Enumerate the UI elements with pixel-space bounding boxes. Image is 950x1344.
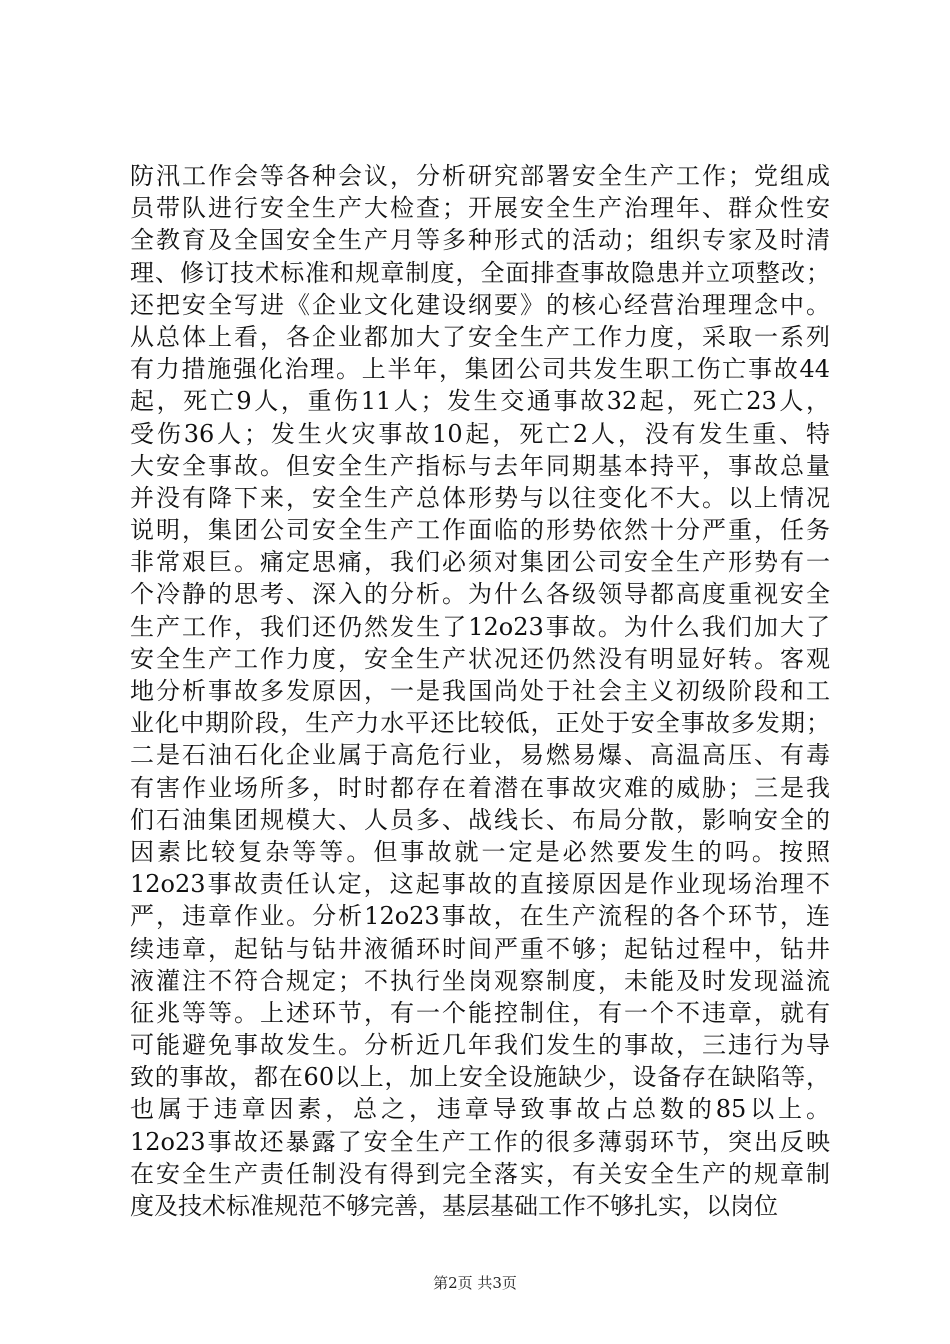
text-line: 起，死亡9人，重伤11人；发生交通事故32起，死亡23人， [130, 387, 830, 416]
text-line: 在安全生产责任制没有得到完全落实，有关安全生产的规章制 [130, 1159, 830, 1188]
text-line: 可能避免事故发生。分析近几年我们发生的事故，三违行为导 [130, 1031, 830, 1060]
text-line: 生产工作，我们还仍然发生了12o23事故。为什么我们加大了 [130, 612, 830, 641]
text-line: 个冷静的思考、深入的分析。为什么各级领导都高度重视安全 [130, 580, 830, 609]
text-line: 并没有降下来，安全生产总体形势与以往变化不大。以上情况 [130, 483, 830, 512]
text-line: 有力措施强化治理。上半年，集团公司共发生职工伤亡事故44 [130, 355, 830, 384]
text-line: 从总体上看，各企业都加大了安全生产工作力度，采取一系列 [130, 322, 830, 351]
text-line: 液灌注不符合规定；不执行坐岗观察制度，未能及时发现溢流 [130, 966, 830, 995]
text-line: 说明，集团公司安全生产工作面临的形势依然十分严重，任务 [130, 516, 830, 545]
text-line: 致的事故，都在60以上，加上安全设施缺少，设备存在缺陷等， [130, 1063, 830, 1092]
text-line: 续违章，起钻与钻井液循环时间严重不够；起钻过程中，钻井 [130, 934, 830, 963]
text-line: 业化中期阶段，生产力水平还比较低，正处于安全事故多发期； [130, 709, 830, 738]
text-line: 因素比较复杂等等。但事故就一定是必然要发生的吗。按照 [130, 837, 830, 866]
text-line: 也属于违章因素，总之，违章导致事故占总数的85以上。 [130, 1095, 830, 1124]
text-line: 12o23事故责任认定，这起事故的直接原因是作业现场治理不 [130, 870, 830, 899]
text-line: 有害作业场所多，时时都存在着潜在事故灾难的威胁；三是我 [130, 773, 830, 802]
text-line: 防汛工作会等各种会议，分析研究部署安全生产工作；党组成 [130, 162, 830, 190]
text-line: 员带队进行安全生产大检查；开展安全生产治理年、群众性安 [130, 194, 830, 223]
text-line: 还把安全写进《企业文化建设纲要》的核心经营治理理念中。 [130, 290, 830, 319]
text-line: 安全生产工作力度，安全生产状况还仍然没有明显好转。客观 [130, 644, 830, 673]
text-line: 理、修订技术标准和规章制度，全面排查事故隐患并立项整改； [130, 258, 830, 287]
text-line: 严，违章作业。分析12o23事故，在生产流程的各个环节，连 [130, 902, 830, 931]
page-footer: 第2页 共3页 [433, 1274, 517, 1292]
text-line: 二是石油石化企业属于高危行业，易燃易爆、高温高压、有毒 [130, 741, 830, 770]
text-line: 12o23事故还暴露了安全生产工作的很多薄弱环节，突出反映 [130, 1127, 830, 1156]
body-text [130, 160, 830, 1222]
text-line: 非常艰巨。痛定思痛，我们必须对集团公司安全生产形势有一 [130, 548, 830, 577]
text-line: 大安全事故。但安全生产指标与去年同期基本持平，事故总量 [130, 451, 830, 480]
text-line: 征兆等等。上述环节，有一个能控制住，有一个不违章，就有 [130, 998, 830, 1027]
text-line: 地分析事故多发原因，一是我国尚处于社会主义初级阶段和工 [130, 677, 830, 705]
text-line: 们石油集团规模大、人员多、战线长、布局分散，影响安全的 [130, 805, 830, 834]
text-line: 受伤36人；发生火灾事故10起，死亡2人，没有发生重、特 [130, 419, 830, 448]
text-line: 全教育及全国安全生产月等多种形式的活动；组织专家及时清 [130, 226, 830, 255]
text-line: 度及技术标准规范不够完善，基层基础工作不够扎实，以岗位 [130, 1192, 778, 1220]
